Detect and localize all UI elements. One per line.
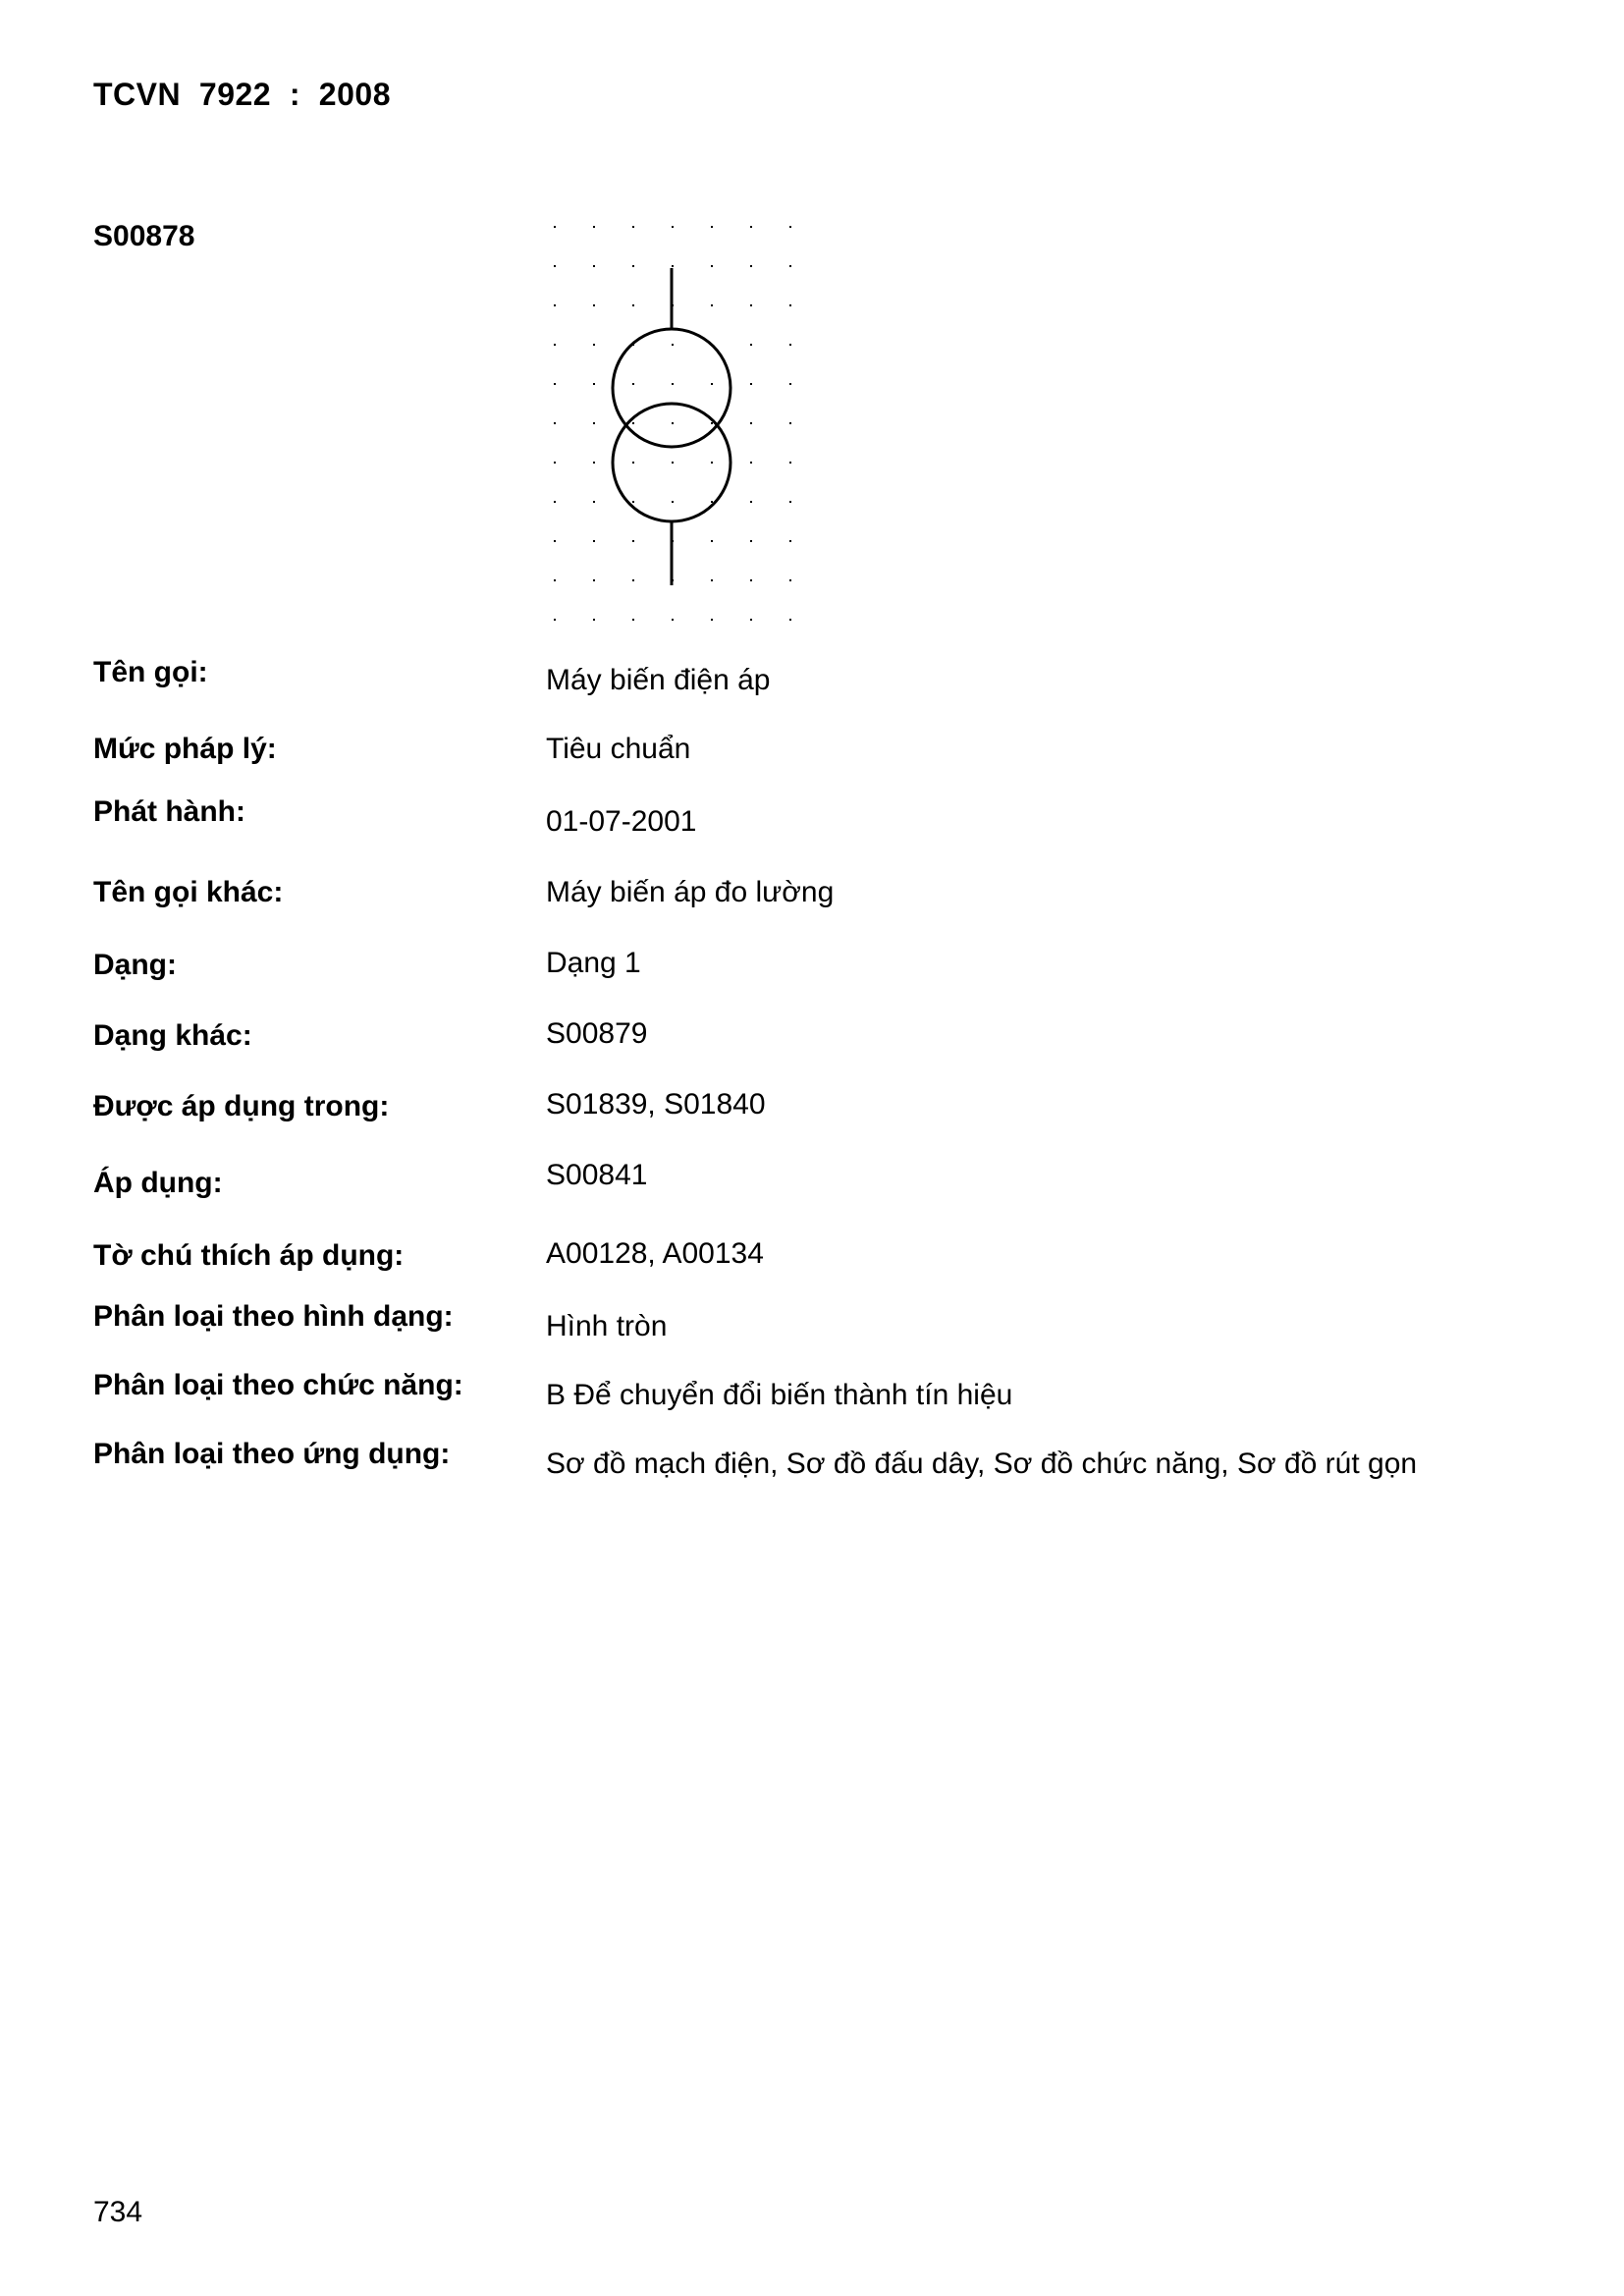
field-value: S01839, S01840 [546, 1088, 766, 1121]
field-label: Phân loại theo ứng dụng: [93, 1438, 451, 1470]
grid-dot [789, 265, 791, 267]
symbol-code: S00878 [93, 220, 195, 252]
grid-dot [554, 304, 556, 306]
grid-dot [593, 579, 595, 581]
grid-dot [750, 619, 752, 621]
field-value: S00841 [546, 1159, 648, 1191]
grid-dot [593, 540, 595, 542]
grid-dot [632, 383, 634, 385]
grid-dot [593, 462, 595, 464]
grid-dot [789, 619, 791, 621]
grid-dot [789, 226, 791, 228]
grid-dot [711, 619, 713, 621]
field-label: Dạng khác: [93, 1019, 252, 1052]
field-value: S00879 [546, 1017, 648, 1050]
grid-dot [593, 619, 595, 621]
grid-dot [593, 344, 595, 346]
grid-dot [554, 344, 556, 346]
grid-dot [711, 540, 713, 542]
grid-dot [554, 226, 556, 228]
grid-dot [672, 344, 674, 346]
grid-dot [750, 304, 752, 306]
grid-dot [750, 344, 752, 346]
grid-dot [632, 226, 634, 228]
grid-dot [554, 383, 556, 385]
grid-dot [672, 226, 674, 228]
grid-dot [711, 579, 713, 581]
grid-dot [672, 422, 674, 424]
grid-dot [711, 462, 713, 464]
field-value: A00128, A00134 [546, 1237, 764, 1270]
grid-dot [632, 462, 634, 464]
field-label: Phân loại theo chức năng: [93, 1369, 463, 1401]
grid-dot [750, 383, 752, 385]
grid-dot [593, 304, 595, 306]
grid-dot [789, 462, 791, 464]
grid-dot [789, 304, 791, 306]
grid-dot [711, 304, 713, 306]
grid-dot [554, 462, 556, 464]
grid-dot [711, 265, 713, 267]
grid-dot [750, 226, 752, 228]
field-label: Tên gọi khác: [93, 876, 284, 908]
grid-dot [554, 540, 556, 542]
grid-dot [672, 501, 674, 503]
grid-dot [593, 265, 595, 267]
grid-dot [789, 344, 791, 346]
grid-dot [593, 226, 595, 228]
field-value: Máy biến áp đo lường [546, 876, 835, 908]
grid-dot [554, 579, 556, 581]
grid-dot [750, 501, 752, 503]
grid-dot [554, 265, 556, 267]
page-number: 734 [93, 2196, 143, 2228]
grid-dot [672, 383, 674, 385]
grid-dot [632, 619, 634, 621]
grid-dot [632, 579, 634, 581]
grid-dot [711, 226, 713, 228]
grid-dot [789, 422, 791, 424]
grid-dot [750, 579, 752, 581]
grid-dot [593, 501, 595, 503]
field-label: Dạng: [93, 949, 177, 981]
grid-dot [750, 422, 752, 424]
grid-dot [554, 422, 556, 424]
grid-dot [711, 422, 713, 424]
field-value: Hình tròn [546, 1310, 668, 1342]
grid-dot [632, 501, 634, 503]
field-value: B Để chuyển đổi biến thành tín hiệu [546, 1379, 1013, 1411]
grid-dot [554, 501, 556, 503]
grid-dot [711, 501, 713, 503]
grid-dot [789, 501, 791, 503]
grid-dot [672, 265, 674, 267]
grid-dot [632, 422, 634, 424]
grid-dot [593, 383, 595, 385]
document-header: TCVN 7922 : 2008 [93, 77, 391, 112]
field-value: 01-07-2001 [546, 805, 697, 838]
field-value: Tiêu chuẩn [546, 733, 691, 765]
grid-dot [632, 304, 634, 306]
field-value: Máy biến điện áp [546, 664, 771, 696]
grid-dot [750, 540, 752, 542]
grid-dot [789, 383, 791, 385]
grid-dot [672, 462, 674, 464]
grid-dot [593, 422, 595, 424]
grid-dot [554, 619, 556, 621]
grid-dot [632, 540, 634, 542]
field-label: Mức pháp lý: [93, 733, 277, 765]
grid-dot [750, 462, 752, 464]
field-label: Phân loại theo hình dạng: [93, 1300, 454, 1333]
grid-dot [750, 265, 752, 267]
grid-dot [711, 383, 713, 385]
field-label: Tờ chú thích áp dụng: [93, 1239, 405, 1272]
grid-dot [632, 265, 634, 267]
field-label: Phát hành: [93, 795, 245, 828]
field-label: Áp dụng: [93, 1167, 223, 1199]
field-value: Sơ đồ mạch điện, Sơ đồ đấu dây, Sơ đồ chức năng, Sơ đồ rút gọn [546, 1448, 1418, 1480]
symbol-upper-winding [613, 329, 731, 447]
grid-dot [672, 619, 674, 621]
grid-dot [789, 540, 791, 542]
grid-dot [789, 579, 791, 581]
field-label: Tên gọi: [93, 656, 208, 688]
field-label: Được áp dụng trong: [93, 1090, 390, 1122]
field-value: Dạng 1 [546, 947, 641, 979]
voltage-transformer-symbol-icon [540, 214, 795, 627]
